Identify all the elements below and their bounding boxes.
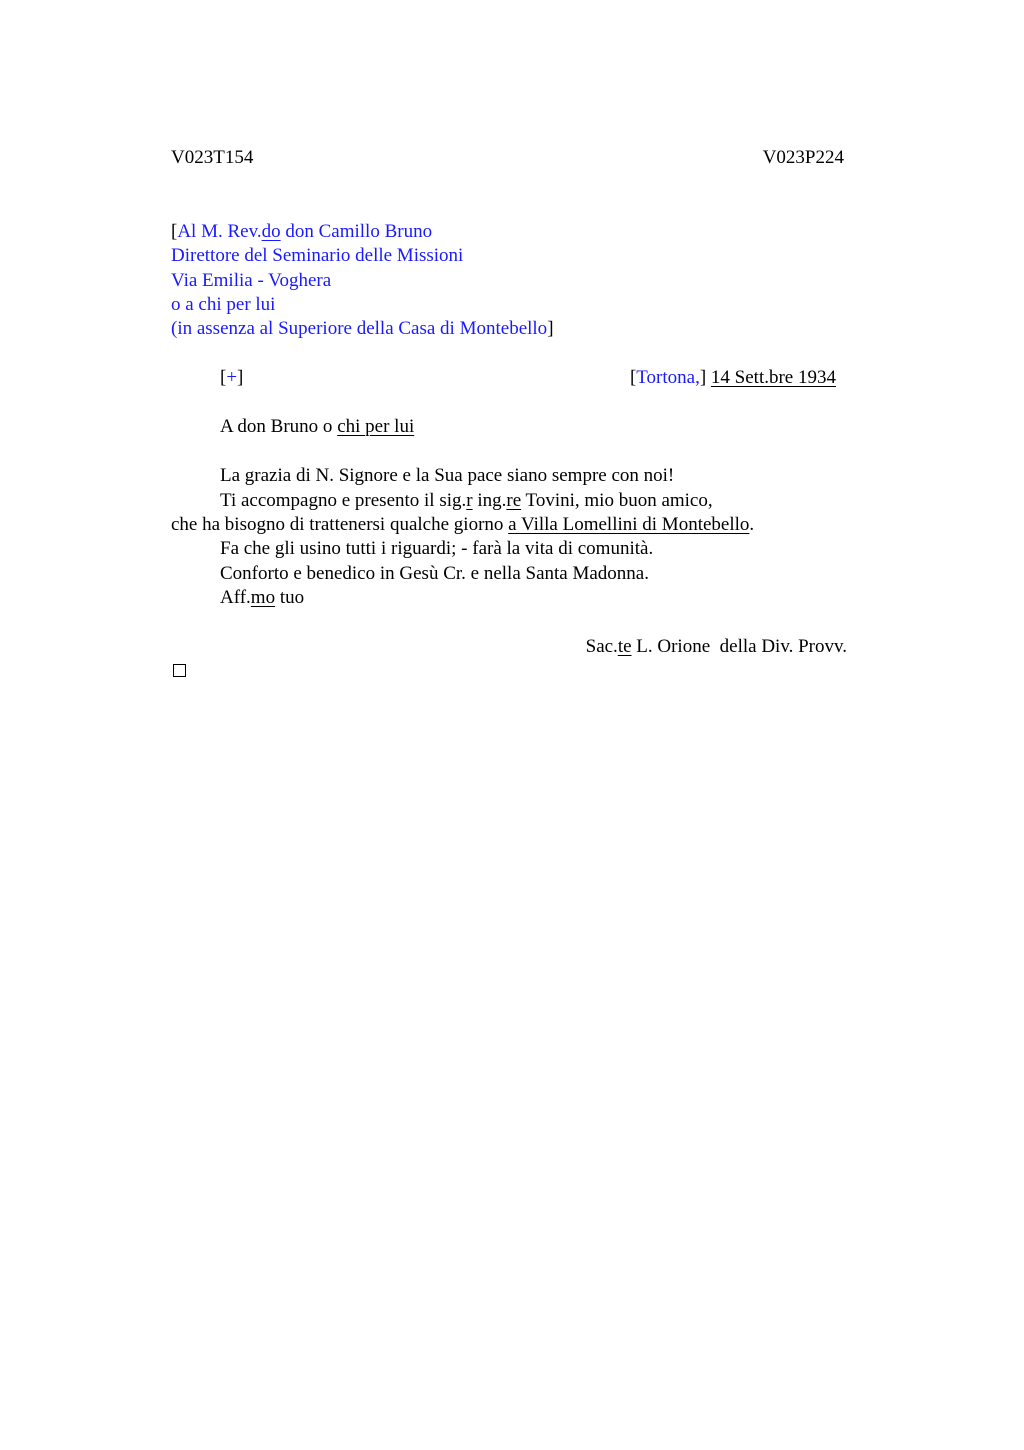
end-marker-icon [173,664,186,677]
body-paragraph-4: Conforto e benedico in Gesù Cr. e nella Santa Madonna. [220,563,649,584]
cross-mark: [+] [220,367,244,388]
address-line-4: o a chi per lui [171,294,276,315]
salutation: A don Bruno o chi per lui [220,416,415,437]
address-line-3: Via Emilia - Voghera [171,270,332,291]
header-left-code: V023T154 [171,147,254,168]
letter-date: 14 Sett.bre 1934 [710,367,836,388]
address-line-2: Direttore del Seminario delle Missioni [171,245,464,266]
dateline: [Tortona,] 14 Sett.bre 1934 [629,367,836,388]
signature: Sac.te L. Orione della Div. Provv. [585,636,847,657]
body-paragraph-2: Ti accompagno e presento il sig.r ing.re Tovini, mio buon amico, [220,490,713,511]
header-right-code: V023P224 [762,147,844,168]
address-line-5: (in assenza al Superiore della Casa di Montebello] [171,318,554,339]
closing: Aff.mo tuo [220,587,305,608]
address-line-1: [Al M. Rev.do don Camillo Bruno [171,221,433,242]
body-paragraph-3: Fa che gli usino tutti i riguardi; - farà la vita di comunità. [220,538,654,559]
body-paragraph-2-continuation: che ha bisogno di trattenersi qualche giorno a Villa Lomellini di Montebello. [171,514,755,535]
body-paragraph-1: La grazia di N. Signore e la Sua pace siano sempre con noi! [220,465,675,486]
